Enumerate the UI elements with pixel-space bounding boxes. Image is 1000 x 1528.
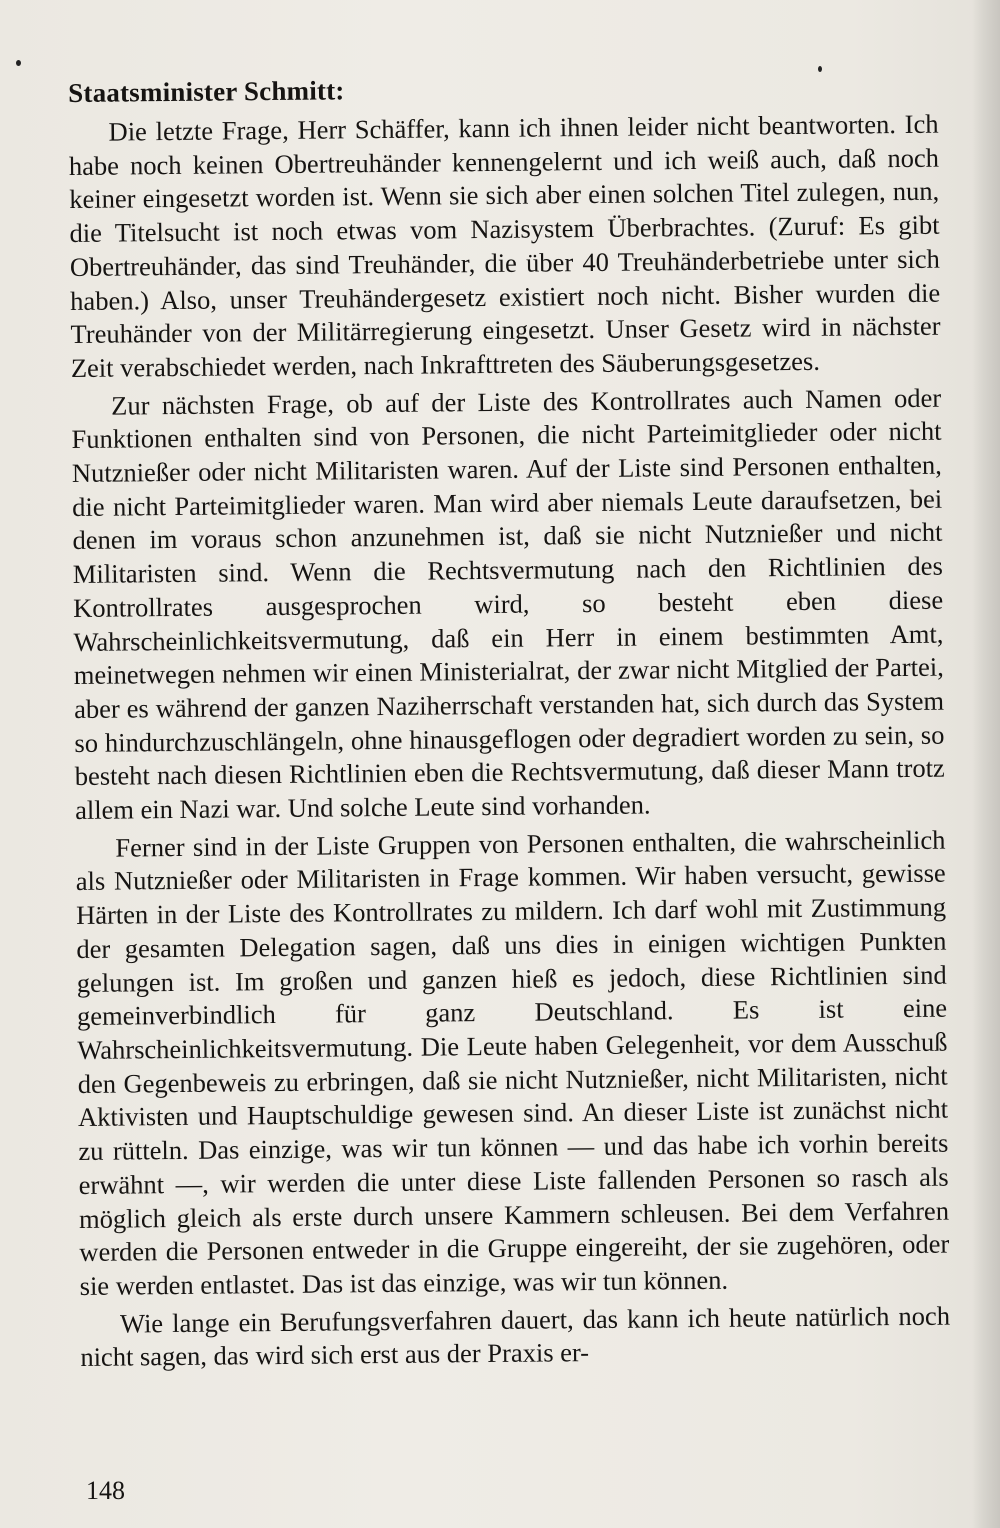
speaker-heading: Staatsminister Schmitt: <box>68 75 345 108</box>
page-number: 148 <box>86 1476 125 1505</box>
paragraph: Wie lange ein Berufungsverfahren dauert, das kann ich heute natürlich noch nicht sagen, das wird sich erst aus der Praxis er- <box>80 1300 951 1373</box>
page-edge-shadow <box>972 0 1000 1528</box>
scan-speck <box>16 60 21 66</box>
paragraph: Die letzte Frage, Herr Schäffer, kann ich ihnen leider nicht beantworten. Ich habe noch keinen Obertreuhänder kennengelernt und ich weiß auch, daß noch keiner eingesetzt worden ist. Wenn sie sich aber einen solchen Titel zulegen, nun, die Titelsucht ist noch etwas vom Nazisystem Überbrachtes. (Zuruf: Es gibt Obertreuhänder, das sind Treuhänder, die über 40 Treuhänderbetriebe unter sich haben.) Also, unser Treuhändergesetz existiert noch nicht. Bisher wurden die Treuhänder von der Militärregierung eingesetzt. Unser Gesetz wird in nächster Zeit verabschiedet werden, nach Inkrafttreten des Säuberungsgesetzes. <box>68 108 941 383</box>
paragraph: Zur nächsten Frage, ob auf der Liste des Kontrollrates auch Namen oder Funktionen enthalten sind von Personen, die nicht Parteimitglieder oder nicht Nutznießer oder nicht Militaristen waren. Auf der Liste sind Personen enthalten, die nicht Parteimitglieder waren. Man wird aber niemals Leute daraufsetzen, bei denen im voraus schon anzunehmen ist, daß sie nicht Nutznießer und nicht Militaristen sind. Wenn die Rechtsvermutung nach den Richtlinien des Kontrollrates ausgesprochen wird, so besteht eben diese Wahrscheinlichkeitsvermutung, daß ein Herr in einem bestimmten Amt, meinetwegen nehmen wir einen Ministerialrat, der zwar nicht Mitglied der Partei, aber es während der ganzen Naziherrschaft verstanden hat, sich durch das System so hindurchzuschlängeln, ohne hinausgeflogen oder degradiert worden zu sein, so besteht nach diesen Richtlinien eben die Rechtsvermutung, daß dieser Mann trotz allem ein Nazi war. Und solche Leute sind vorhanden. <box>71 382 945 826</box>
paragraph: Ferner sind in der Liste Gruppen von Personen enthalten, die wahrscheinlich als Nutznießer oder Militaristen in Frage kommen. Wir haben versucht, gewisse Härten in der Liste des Kontrollrates zu mildern. Ich darf wohl mit Zustimmung der gesamten Delegation sagen, daß uns dies in einigen wichtigen Punkten gelungen ist. Im großen und ganzen hieß es jedoch, diese Richtlinien sind gemeinverbindlich für ganz Deutschland. Es ist eine Wahrscheinlichkeitsvermutung. Die Leute haben Gelegenheit, vor dem Ausschuß den Gegenbeweis zu erbringen, daß sie nicht Nutznießer, nicht Militaristen, nicht Aktivisten und Hauptschuldige gewesen sind. An dieser Liste ist zunächst nicht zu rütteln. Das einzige, was wir tun können — und das habe ich vorhin bereits erwähnt —, wir werden die unter diese Liste fallenden Personen so rasch als möglich gleich als erste durch unsere Kammern schleusen. Bei dem Verfahren werden die Personen entweder in die Gruppe eingereiht, der sie zugehören, oder sie werden entlastet. Das ist das einzige, was wir tun können. <box>75 824 950 1301</box>
text-block <box>68 62 951 1379</box>
